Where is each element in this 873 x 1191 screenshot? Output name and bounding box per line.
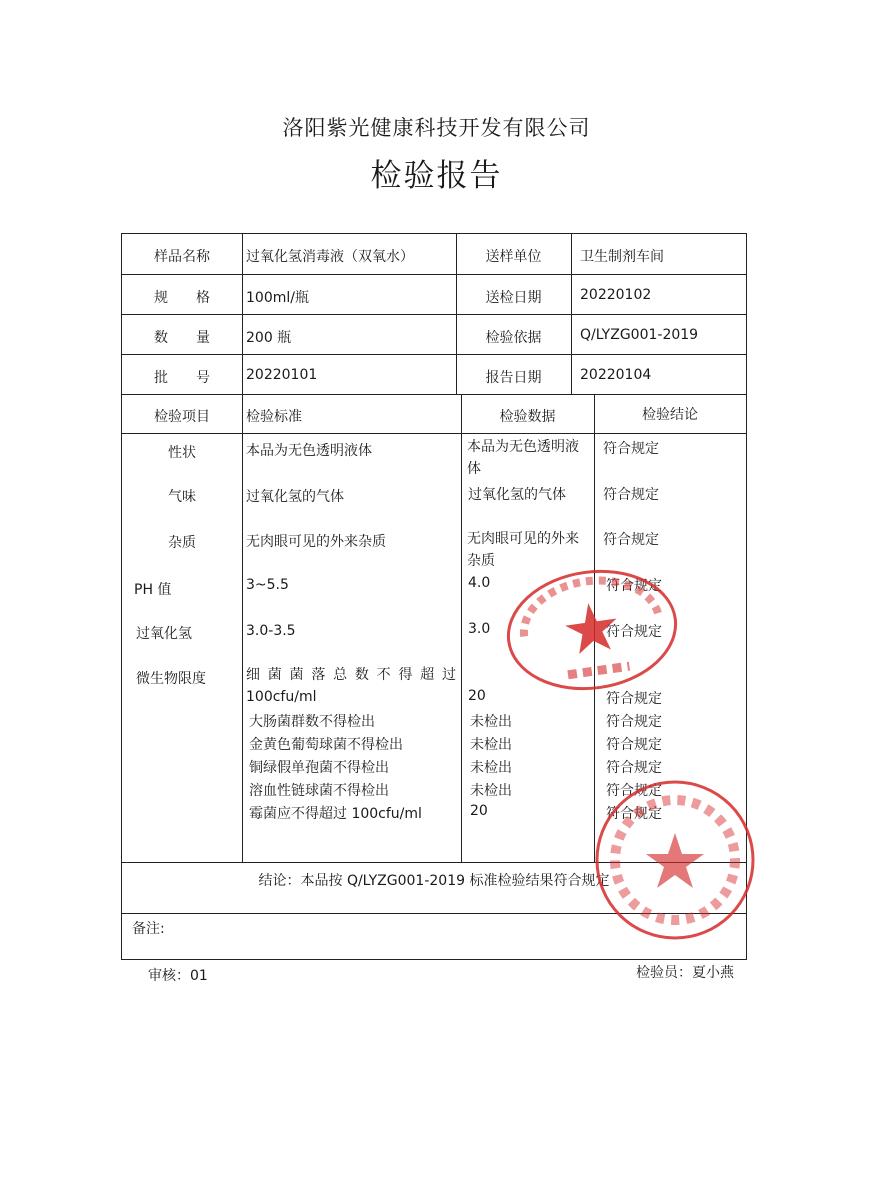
submit-date-label: 送检日期 xyxy=(485,290,542,306)
table-row-conclusion: 符合规定 xyxy=(606,578,662,594)
table-row-data: 20 xyxy=(470,803,488,819)
table-row-conclusion: 符合规定 xyxy=(603,441,659,457)
report-title: 检验报告 xyxy=(370,158,503,194)
table-row-item: PH 值 xyxy=(134,582,172,598)
table-row-standard: 溶血性链球菌不得检出 xyxy=(249,783,389,799)
quantity-label: 数 量 xyxy=(154,330,210,346)
batch-value: 20220101 xyxy=(246,367,318,383)
table-row-standard: 3.0-3.5 xyxy=(246,623,296,639)
table-row-conclusion: 符合规定 xyxy=(606,624,662,640)
conclusion-text: 结论：本品按 Q/LYZG001-2019 标准检验结果符合规定 xyxy=(258,873,610,889)
inspection-stamp xyxy=(502,565,682,695)
table-row-standard: 过氧化氢的气体 xyxy=(246,489,344,505)
table-row-data: 过氧化氢的气体 xyxy=(468,487,566,503)
remark-label: 备注: xyxy=(132,921,165,937)
table-row-standard: 霉菌应不得超过 100cfu/ml xyxy=(249,806,422,822)
sample-name-value: 过氧化氢消毒液（双氧水） xyxy=(246,249,414,265)
basis-label: 检验依据 xyxy=(485,330,542,346)
table-row-standard: 大肠菌群数不得检出 xyxy=(249,714,375,730)
submit-date-value: 20220102 xyxy=(580,287,652,303)
table-row-standard: 本品为无色透明液体 xyxy=(246,443,372,459)
header-item: 检验项目 xyxy=(154,409,210,425)
table-row-conclusion: 符合规定 xyxy=(606,760,662,776)
company-stamp xyxy=(590,775,760,945)
header-conclusion: 检验结论 xyxy=(642,407,698,423)
table-row-conclusion: 符合规定 xyxy=(603,487,659,503)
table-row-item: 性状 xyxy=(168,445,196,461)
reviewer: 审核：01 xyxy=(148,968,208,984)
table-row-item: 杂质 xyxy=(168,535,196,551)
table-row-conclusion: 符合规定 xyxy=(606,714,662,730)
submitter-value: 卫生制剂车间 xyxy=(580,249,664,265)
batch-label: 批 号 xyxy=(154,370,210,386)
table-row-standard: 3~5.5 xyxy=(246,577,289,593)
basis-value: Q/LYZG001-2019 xyxy=(580,327,699,343)
header-standard: 检验标准 xyxy=(246,409,302,425)
table-row-conclusion: 符合规定 xyxy=(606,783,662,799)
table-row-conclusion: 符合规定 xyxy=(606,737,662,753)
table-row-conclusion: 符合规定 xyxy=(606,691,662,707)
table-row-data: 未检出 xyxy=(470,760,512,776)
report-date-label: 报告日期 xyxy=(485,370,542,386)
table-row-item: 过氧化氢 xyxy=(136,626,192,642)
table-row-standard: 金黄色葡萄球菌不得检出 xyxy=(249,737,403,753)
table-row-data: 本品为无色透明液体 xyxy=(467,439,579,477)
table-row-standard: 细菌菌落总数不得超过100cfu/ml xyxy=(246,667,456,705)
table-row-data: 3.0 xyxy=(468,621,491,637)
table-row-data: 未检出 xyxy=(470,783,512,799)
table-row-standard: 铜绿假单孢菌不得检出 xyxy=(249,760,389,776)
table-row-data: 无肉眼可见的外来杂质 xyxy=(467,531,579,569)
table-row-conclusion: 符合规定 xyxy=(606,806,662,822)
quantity-value: 200 瓶 xyxy=(246,330,292,346)
micro-item: 微生物限度 xyxy=(136,671,206,687)
spec-value: 100ml/瓶 xyxy=(246,290,309,306)
report-date-value: 20220104 xyxy=(580,367,652,383)
table-row-data: 未检出 xyxy=(470,714,512,730)
table-row-standard: 无肉眼可见的外来杂质 xyxy=(246,534,386,550)
spec-label: 规 格 xyxy=(154,290,210,306)
company-name: 洛阳紫光健康科技开发有限公司 xyxy=(282,116,591,140)
submitter-label: 送样单位 xyxy=(485,249,542,265)
header-data: 检验数据 xyxy=(499,409,556,425)
sample-name-label: 样品名称 xyxy=(154,249,210,265)
table-row-item: 气味 xyxy=(168,489,196,505)
table-row-conclusion: 符合规定 xyxy=(603,532,659,548)
table-row-data: 20 xyxy=(468,688,486,704)
table-row-data: 4.0 xyxy=(468,575,491,591)
table-row-data: 未检出 xyxy=(470,737,512,753)
inspector: 检验员：夏小燕 xyxy=(636,965,734,981)
